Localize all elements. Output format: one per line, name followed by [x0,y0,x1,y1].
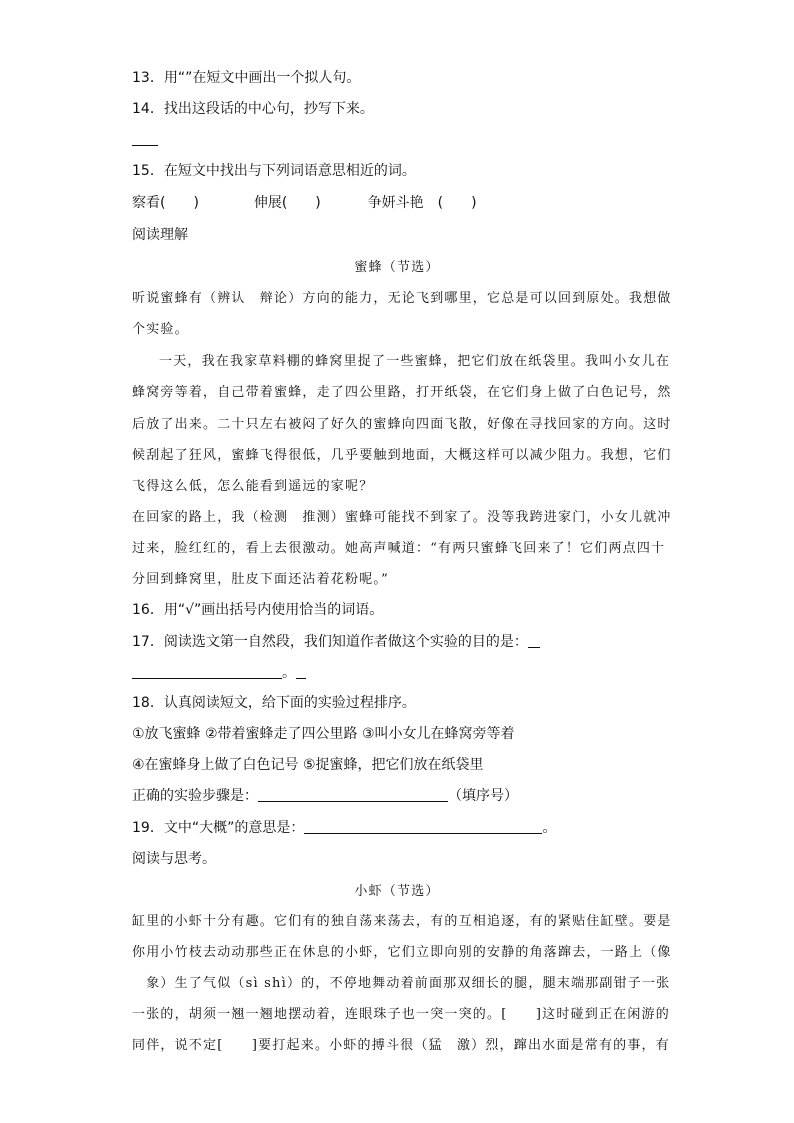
bee-p2-line4: 候刮起了狂风，蜜蜂飞得很低，几乎要触到地面，大概这样可以减少阻力。我想，它们 [132,448,672,463]
shrimp-line1: 缸里的小虾十分有趣。它们有的独自荡来荡去，有的互相追逐，有的紧贴住缸壁。要是 [132,914,672,929]
bee-p3-line2: 过来，脸红红的，看上去很激动。她高声喊道：“有两只蜜蜂飞回来了！它们两点四十 [132,541,666,556]
question-16: 16．用“√”画出括号内使用恰当的词语。 [132,602,384,618]
answer-suffix: （填序号） [448,788,518,804]
passage-title-bee: 蜜蜂（节选） [354,260,440,275]
question-18-options-1: ①放飞蜜蜂 ②带着蜜蜂走了四公里路 ③叫小女儿在蜂窝旁等着 [132,726,515,742]
answer-line-19[interactable] [304,819,542,834]
bee-p2-line2: 蜂窝旁等着，自己带着蜜蜂，走了四公里路，打开纸袋，在它们身上做了白色记号，然 [132,385,672,400]
answer-line-18[interactable] [258,787,448,802]
shrimp-line2: 你用小竹枝去动动那些正在休息的小虾，它们立即向别的安静的角落蹿去，一路上（像 [132,945,672,960]
question-14: 14．找出这段话的中心句，抄写下来。 [132,101,374,117]
answer-line-17a[interactable] [528,633,540,648]
shrimp-line3: 象）生了气似（sì shì）的，不停地舞动着前面那双细长的腿，腿末端那副钳子一张 [132,976,671,991]
question-15-items [132,192,477,212]
question-17-text: 17．阅读选文第一自然段，我们知道作者做这个实验的目的是： [132,634,528,650]
bee-p3-line3: 分回到蜂窝里，肚皮下面还沾着花粉呢。” [132,572,389,587]
question-17-continued [132,662,306,682]
shrimp-line4: 一张的，胡须一翘一翘地摆动着，连眼珠子也一突一突的。[ ]这时碰到正在闲游的 [132,1007,670,1022]
bee-p1-line1: 听说蜜蜂有（辨认 辩论）方向的能力，无论飞到哪里，它总是可以回到原处。我想做 [132,291,672,306]
period: 。 [542,820,557,836]
section-heading-think: 阅读与思考。 [132,851,216,867]
q15-item-2[interactable]: 伸展( ) [253,195,321,211]
bee-p2-line3: 后放了出来。二十只左右被闷了好久的蜜蜂向四面飞散，好像在寻找回家的方向。这时 [132,417,672,432]
section-heading-reading: 阅读理解 [132,227,188,243]
bee-p1-line2: 个实验。 [132,322,189,337]
question-19 [132,817,556,837]
shrimp-line5: 同伴，说不定[ ]要打起来。小虾的搏斗很（猛 激）烈，蹿出水面是常有的事，有 [132,1038,670,1053]
q15-item-1[interactable]: 察看( ) [132,195,199,211]
period: 。 [282,665,296,681]
question-18-answer [132,785,518,805]
passage-title-shrimp: 小虾（节选） [354,884,440,899]
question-18-options-2: ④在蜜蜂身上做了白色记号 ⑤捉蜜蜂，把它们放在纸袋里 [132,757,484,773]
answer-blank-14[interactable] [132,131,158,148]
question-17 [132,631,540,651]
answer-line-17c[interactable] [296,664,306,679]
answer-line[interactable] [132,131,158,146]
answer-line-17b[interactable] [132,664,282,679]
bee-p3-line1: 在回家的路上，我（检测 推测）蜜蜂可能找不到家了。没等我跨进家门，小女儿就冲 [132,510,672,525]
answer-prefix: 正确的实验步骤是： [132,788,258,804]
bee-p2-line5: 飞得这么低，怎么能看到遥远的家呢？ [132,479,374,494]
q15-item-3[interactable]: 争妍斗艳 ( ) [367,195,477,211]
question-18: 18．认真阅读短文，给下面的实验过程排序。 [132,695,416,711]
question-19-text: 19．文中“大概”的意思是： [132,820,305,836]
question-13: 13．用“”在短文中画出一个拟人句。 [132,70,361,86]
question-15: 15．在短文中找出与下列词语意思相近的词。 [132,163,416,179]
bee-p2-line1: 一天，我在我家草料棚的蜂窝里捉了一些蜜蜂，把它们放在纸袋里。我叫小女儿在 [159,354,671,369]
